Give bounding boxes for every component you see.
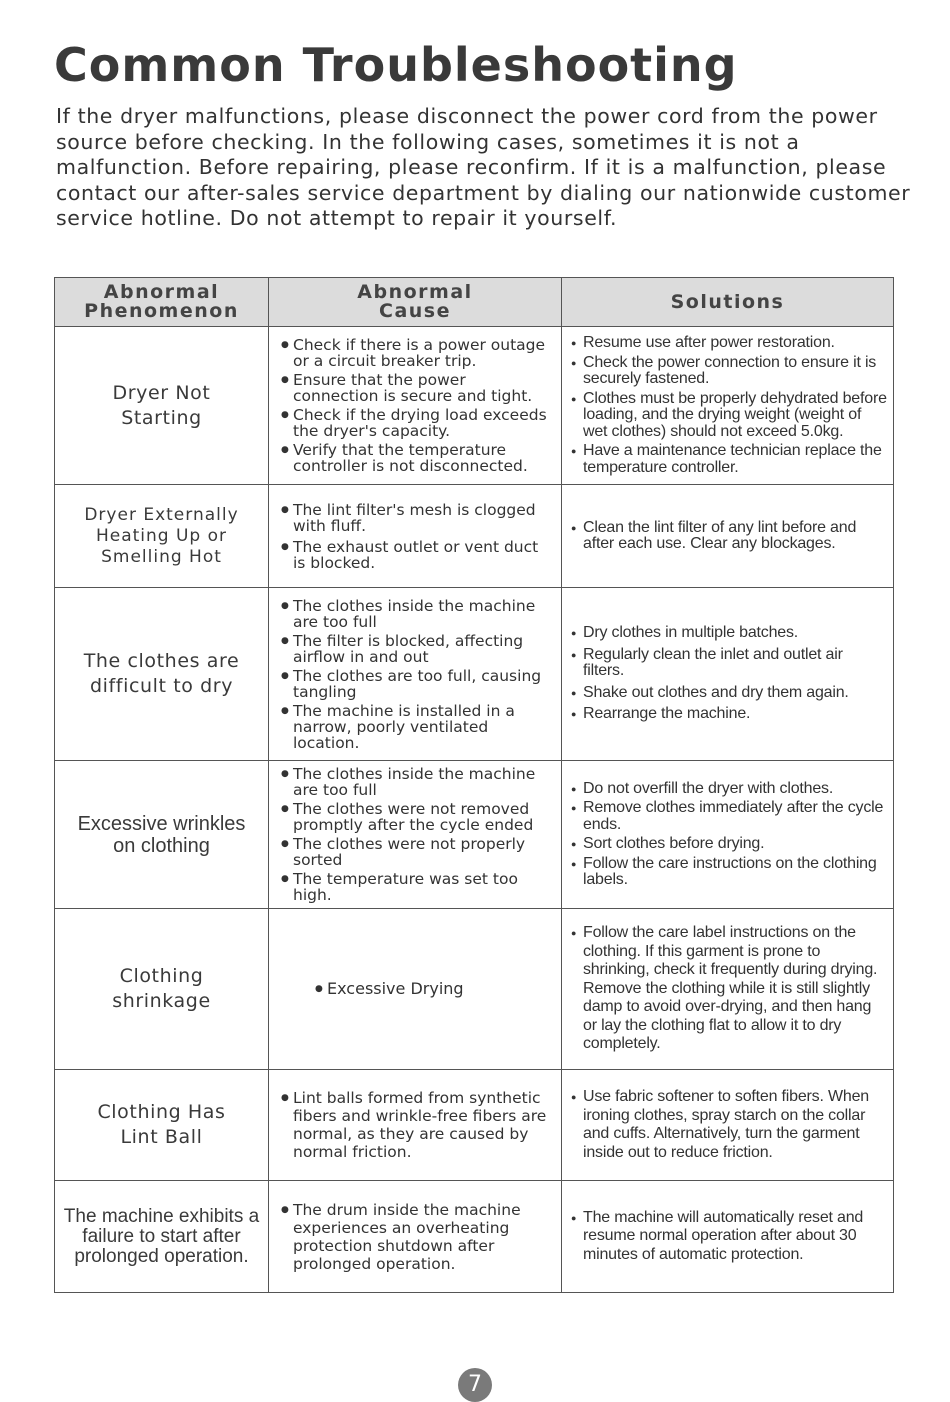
table-row xyxy=(55,761,894,909)
solution-item: ● Follow the care label instructions on the clothing. If this garment is prone to shrinking, check it frequently during drying. Remove the clothing while it is still slightly damp to avoid over-drying, and then hang or lay the clothing flat to allow it to dry completely. xyxy=(571,924,887,1054)
solution-cell xyxy=(562,327,894,485)
solution-item: ● Follow the care instructions on the clothing labels. xyxy=(571,856,887,889)
cause-cell xyxy=(269,485,562,588)
cause-cell xyxy=(269,1181,562,1293)
solution-cell xyxy=(562,485,894,588)
cause-item: ● The drum inside the machine experiences an overheating protection shutdown after prolonged operation. xyxy=(281,1201,555,1273)
table-header-row xyxy=(55,278,894,327)
cause-cell xyxy=(269,761,562,909)
table-row xyxy=(55,1070,894,1181)
solution-item: ● Regularly clean the inlet and outlet air filters. xyxy=(571,647,887,680)
phenomenon-cell: Clothing Has Lint Ball xyxy=(55,1070,269,1181)
table-row xyxy=(55,588,894,761)
page-title: Common Troubleshooting xyxy=(54,38,738,92)
solution-item: ● Sort clothes before drying. xyxy=(571,836,887,853)
cause-item: ● The clothes were not properly sorted xyxy=(281,836,555,868)
phenomenon-cell: Dryer Externally Heating Up or Smelling Hot xyxy=(55,485,269,588)
phenomenon-cell: Excessive wrinkles on clothing xyxy=(55,761,269,909)
solution-item: ● Do not overfill the dryer with clothes. xyxy=(571,781,887,798)
cause-item: ● Verify that the temperature controller is not disconnected. xyxy=(281,442,555,474)
cause-item: ● The lint filter's mesh is clogged with fluff. xyxy=(281,502,555,534)
cause-item: ● The temperature was set too high. xyxy=(281,871,555,903)
solution-item: ● Rearrange the machine. xyxy=(571,706,887,723)
cause-item: ● The machine is installed in a narrow, poorly ventilated location. xyxy=(281,703,555,751)
cause-item: ● The filter is blocked, affecting airflow in and out xyxy=(281,633,555,665)
table-row xyxy=(55,327,894,485)
header-cause: Abnormal Cause xyxy=(269,278,562,327)
cause-item: ● The clothes inside the machine are too full xyxy=(281,598,555,630)
solution-item: ● Shake out clothes and dry them again. xyxy=(571,685,887,702)
table-row xyxy=(55,1181,894,1293)
cause-item: ● Lint balls formed from synthetic fibers and wrinkle-free fibers are normal, as they are caused by normal friction. xyxy=(281,1089,555,1161)
intro-paragraph: If the dryer malfunctions, please disconnect the power cord from the power source before checking. In the following cases, sometimes it is not a malfunction. Before repairing, please reconfirm. If it is a malfunction, please contact our after-sales service department by dialing our nationwide customer service hotline. Do not attempt to repair it yourself. xyxy=(56,104,911,230)
solution-cell xyxy=(562,1181,894,1293)
solution-item: ● Check the power connection to ensure it is securely fastened. xyxy=(571,355,887,388)
solution-cell xyxy=(562,761,894,909)
cause-item: ● The clothes are too full, causing tangling xyxy=(281,668,555,700)
phenomenon-cell: The clothes are difficult to dry xyxy=(55,588,269,761)
cause-item: ● Check if there is a power outage or a circuit breaker trip. xyxy=(281,337,555,369)
header-phenomenon: Abnormal Phenomenon xyxy=(55,278,269,327)
cause-item: ● The clothes were not removed promptly after the cycle ended xyxy=(281,801,555,833)
header-solutions: Solutions xyxy=(562,278,894,327)
table-row xyxy=(55,485,894,588)
solution-cell xyxy=(562,1070,894,1181)
page-number-badge: 7 xyxy=(458,1368,492,1402)
solution-item: ● Clean the lint filter of any lint before and after each use. Clear any blockages. xyxy=(571,520,887,553)
solution-item: ● Dry clothes in multiple batches. xyxy=(571,625,887,642)
cause-cell xyxy=(269,327,562,485)
solution-item: ● Clothes must be properly dehydrated before loading, and the drying weight (weight of wet clothes) should not exceed 5.0kg. xyxy=(571,391,887,441)
solution-cell xyxy=(562,588,894,761)
solution-item: ● Remove clothes immediately after the cycle ends. xyxy=(571,800,887,833)
cause-item: ● Excessive Drying xyxy=(315,981,555,997)
phenomenon-cell: Dryer Not Starting xyxy=(55,327,269,485)
table-row xyxy=(55,909,894,1070)
cause-cell xyxy=(269,909,562,1070)
cause-cell xyxy=(269,1070,562,1181)
solution-item: ● Resume use after power restoration. xyxy=(571,335,887,352)
cause-item: ● Ensure that the power connection is secure and tight. xyxy=(281,372,555,404)
phenomenon-cell: The machine exhibits a failure to start after prolonged operation. xyxy=(55,1181,269,1293)
troubleshooting-table xyxy=(54,277,894,1293)
cause-item: ● Check if the drying load exceeds the dryer's capacity. xyxy=(281,407,555,439)
cause-cell xyxy=(269,588,562,761)
phenomenon-cell: Clothing shrinkage xyxy=(55,909,269,1070)
solution-item: ● Use fabric softener to soften fibers. When ironing clothes, spray starch on the collar and cuffs. Alternatively, turn the garment inside out to reduce friction. xyxy=(571,1088,887,1162)
cause-item: ● The exhaust outlet or vent duct is blocked. xyxy=(281,539,555,571)
solution-cell xyxy=(562,909,894,1070)
solution-item: ● The machine will automatically reset and resume normal operation after about 30 minutes of automatic protection. xyxy=(571,1209,887,1265)
cause-item: ● The clothes inside the machine are too full xyxy=(281,766,555,798)
solution-item: ● Have a maintenance technician replace the temperature controller. xyxy=(571,443,887,476)
